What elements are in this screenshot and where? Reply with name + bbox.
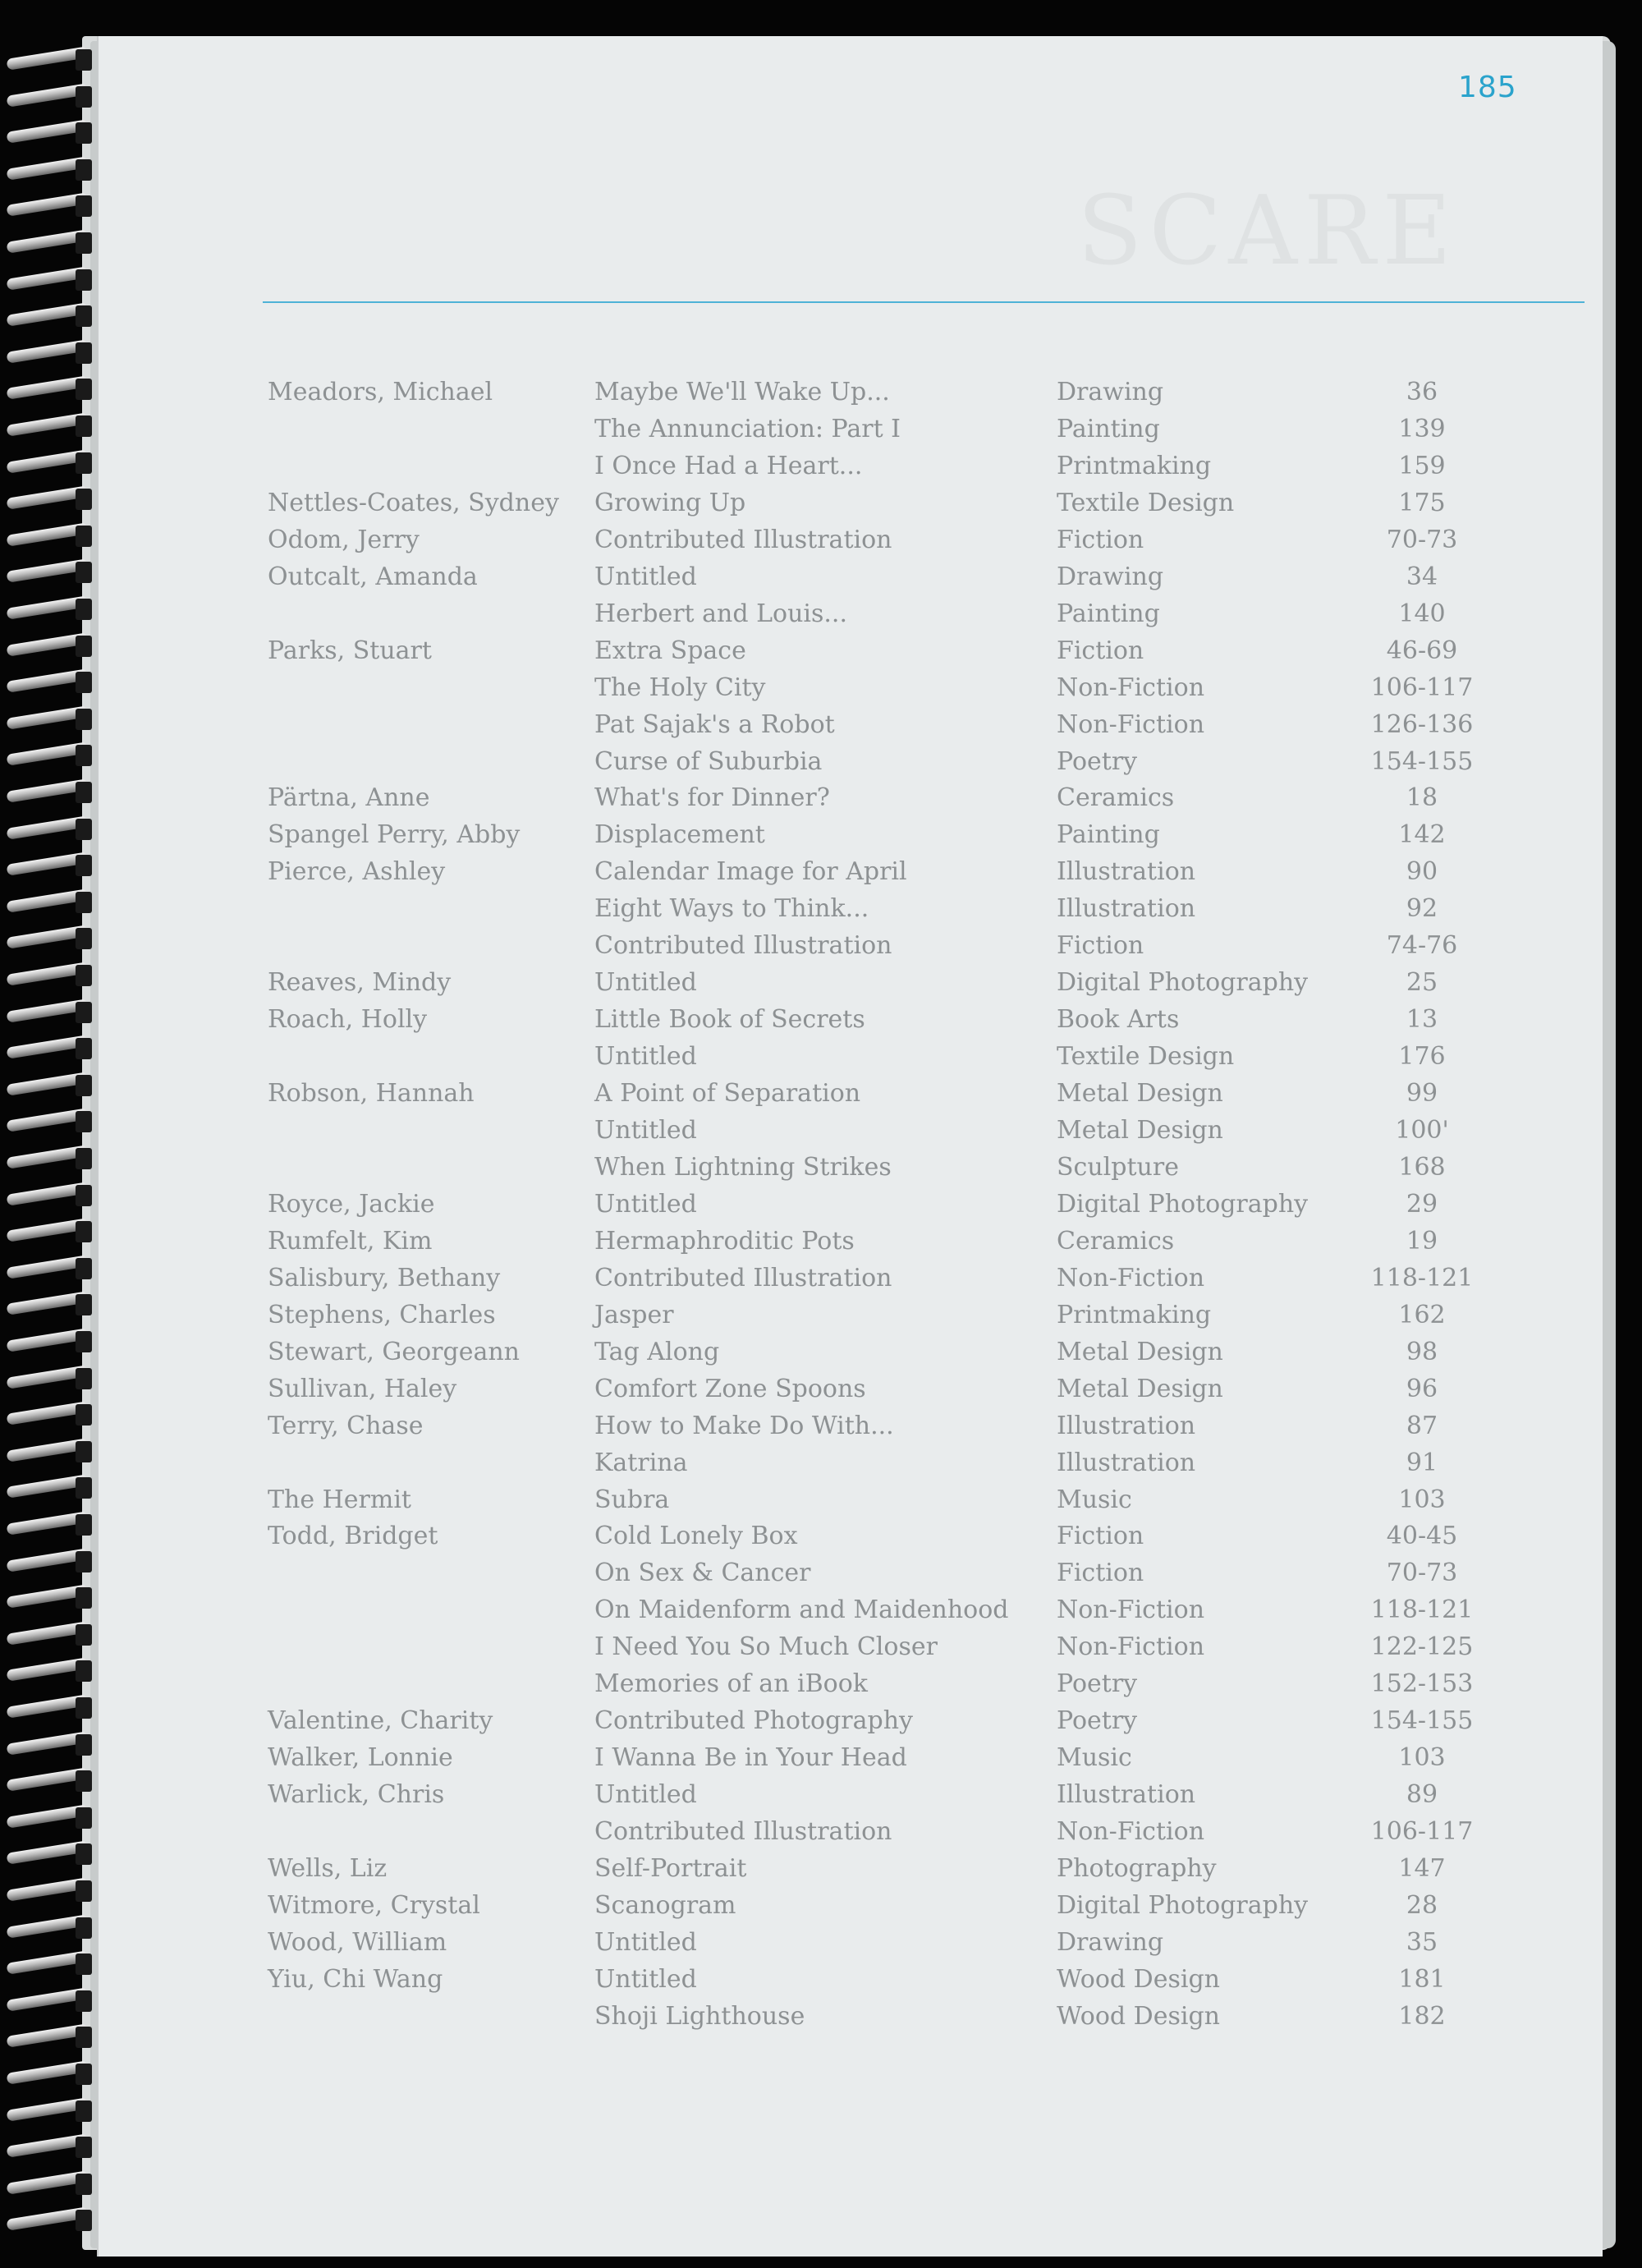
work-category: Wood Design: [1057, 1964, 1220, 1994]
punch-hole: [76, 2064, 92, 2085]
spiral-coil: [7, 2172, 92, 2197]
index-row: The Holy City Non-Fiction 106-117: [0, 670, 1601, 706]
work-category: Poetry: [1057, 1669, 1138, 1699]
work-category: Printmaking: [1057, 1300, 1212, 1329]
index-row: On Maidenform and Maidenhood Non-Fiction 118-121: [0, 1592, 1601, 1628]
work-category: Illustration: [1057, 1448, 1196, 1477]
work-category: Digital Photography: [1057, 968, 1309, 998]
punch-hole: [76, 2100, 92, 2122]
work-title: Jasper: [594, 1300, 674, 1329]
work-category: Metal Design: [1057, 1079, 1223, 1109]
contributor-name: Odom, Jerry: [268, 525, 420, 554]
work-category: Drawing: [1057, 1927, 1164, 1957]
index-row: Pat Sajak's a Robot Non-Fiction 126-136: [0, 707, 1601, 743]
work-category: Non-Fiction: [1057, 673, 1205, 702]
work-category: Fiction: [1057, 931, 1144, 961]
work-title: Comfort Zone Spoons: [594, 1374, 866, 1403]
contributor-name: Roach, Holly: [268, 1005, 428, 1035]
work-category: Non-Fiction: [1057, 709, 1205, 739]
index-row: Outcalt, Amanda Untitled Drawing 34: [0, 559, 1601, 595]
index-row: Witmore, Crystal Scanogram Digital Photography 28: [0, 1888, 1601, 1924]
work-category: Metal Design: [1057, 1116, 1223, 1145]
work-category: Non-Fiction: [1057, 1595, 1205, 1625]
work-title: How to Make Do With...: [594, 1411, 894, 1440]
work-title: Growing Up: [594, 488, 746, 517]
contributor-name: Pierce, Ashley: [268, 857, 446, 887]
index-row: Memories of an iBook Poetry 152-153: [0, 1666, 1601, 1702]
index-row: Reaves, Mindy Untitled Digital Photography 25: [0, 965, 1601, 1001]
spiral-coil: [7, 2135, 92, 2160]
index-row: I Need You So Much Closer Non-Fiction 122-125: [0, 1629, 1601, 1665]
work-category: Ceramics: [1057, 1226, 1175, 1256]
work-category: Wood Design: [1057, 2001, 1220, 2031]
work-title: Calendar Image for April: [594, 857, 907, 887]
punch-hole: [76, 49, 92, 71]
index-row: Yiu, Chi Wang Untitled Wood Design 181: [0, 1962, 1601, 1998]
work-title: Untitled: [594, 1189, 697, 1219]
contributor-name: Wood, William: [268, 1927, 447, 1957]
work-category: Textile Design: [1057, 488, 1235, 517]
work-category: Illustration: [1057, 894, 1196, 924]
contributor-name: Walker, Lonnie: [268, 1743, 453, 1773]
work-category: Fiction: [1057, 636, 1144, 665]
index-row: Sullivan, Haley Comfort Zone Spoons Metal Design 96: [0, 1371, 1601, 1407]
contributor-name: Sullivan, Haley: [268, 1374, 457, 1403]
work-category: Drawing: [1057, 562, 1164, 591]
spiral-coil: [7, 2208, 92, 2233]
work-category: Poetry: [1057, 746, 1138, 776]
contributor-name: Royce, Jackie: [268, 1189, 435, 1219]
spiral-coil: [7, 48, 92, 72]
work-title: The Annunciation: Part I: [594, 414, 901, 443]
index-row: I Once Had a Heart... Printmaking 159: [0, 448, 1601, 484]
punch-hole: [76, 2137, 92, 2158]
index-row: The Annunciation: Part I Painting 139: [0, 411, 1601, 448]
spiral-coil: [7, 2062, 92, 2087]
index-row: Royce, Jackie Untitled Digital Photography 29: [0, 1187, 1601, 1223]
work-title: Contributed Illustration: [594, 525, 892, 554]
work-title: A Point of Separation: [594, 1079, 861, 1109]
work-category: Drawing: [1057, 378, 1164, 406]
index-row: Shoji Lighthouse Wood Design 182: [0, 1999, 1601, 2035]
header-rule: [263, 301, 1585, 303]
punch-hole: [76, 2210, 92, 2231]
work-title: Untitled: [594, 1964, 697, 1994]
work-title: Hermaphroditic Pots: [594, 1226, 855, 1256]
punch-hole: [76, 305, 92, 327]
index-row: Eight Ways to Think... Illustration 92: [0, 891, 1601, 927]
work-category: Photography: [1057, 1854, 1217, 1883]
work-title: Memories of an iBook: [594, 1669, 868, 1699]
contributor-name: Robson, Hannah: [268, 1079, 475, 1109]
index-row: Spangel Perry, Abby Displacement Painting 142: [0, 817, 1601, 853]
index-row: Curse of Suburbia Poetry 154-155: [0, 744, 1601, 780]
contributor-name: Stephens, Charles: [268, 1300, 496, 1329]
index-row: Katrina Illustration 91: [0, 1445, 1601, 1481]
index-row: Meadors, Michael Maybe We'll Wake Up... Drawing 36: [0, 374, 1601, 411]
work-title: Cold Lonely Box: [594, 1522, 798, 1551]
punch-hole: [76, 195, 92, 217]
contributor-name: Spangel Perry, Abby: [268, 820, 521, 850]
index-row: Nettles-Coates, Sydney Growing Up Textile Design 175: [0, 485, 1601, 521]
work-title: Scanogram: [594, 1890, 736, 1920]
contributor-name: Nettles-Coates, Sydney: [268, 488, 559, 517]
contributor-name: Valentine, Charity: [268, 1706, 493, 1736]
punch-hole: [76, 159, 92, 181]
punch-hole: [76, 342, 92, 364]
index-row: Pierce, Ashley Calendar Image for April Illustration 90: [0, 854, 1601, 890]
work-title: Pat Sajak's a Robot: [594, 709, 835, 739]
index-row: Contributed Illustration Non-Fiction 106-117: [0, 1814, 1601, 1850]
index-row: Rumfelt, Kim Hermaphroditic Pots Ceramics 19: [0, 1224, 1601, 1260]
contributor-name: Parks, Stuart: [268, 636, 432, 665]
work-title: What's for Dinner?: [594, 783, 830, 813]
spiral-coil: [7, 121, 92, 145]
punch-hole: [76, 86, 92, 108]
work-category: Non-Fiction: [1057, 1263, 1205, 1292]
work-title: The Holy City: [594, 673, 766, 702]
work-category: Illustration: [1057, 857, 1196, 887]
work-title: Subra: [594, 1485, 670, 1514]
spiral-coil: [7, 158, 92, 182]
work-category: Ceramics: [1057, 783, 1175, 813]
work-category: Non-Fiction: [1057, 1817, 1205, 1847]
contributor-name: Outcalt, Amanda: [268, 562, 478, 591]
work-title: I Wanna Be in Your Head: [594, 1743, 907, 1773]
index-row: Wood, William Untitled Drawing 35: [0, 1925, 1601, 1961]
contributor-name: Salisbury, Bethany: [268, 1263, 501, 1292]
work-title: Untitled: [594, 1116, 697, 1145]
index-row: Herbert and Louis... Painting 140: [0, 596, 1601, 632]
work-title: Displacement: [594, 820, 765, 850]
contributor-name: Terry, Chase: [268, 1411, 424, 1440]
work-title: Self-Portrait: [594, 1854, 747, 1883]
work-category: Printmaking: [1057, 451, 1212, 480]
contributor-name: Witmore, Crystal: [268, 1890, 480, 1920]
index-row: Warlick, Chris Untitled Illustration 89: [0, 1777, 1601, 1813]
index-row: Walker, Lonnie I Wanna Be in Your Head Music 103: [0, 1740, 1601, 1776]
contributor-name: Yiu, Chi Wang: [268, 1964, 443, 1994]
punch-hole: [76, 232, 92, 254]
work-title: Contributed Photography: [594, 1706, 913, 1736]
spiral-coil: [7, 194, 92, 218]
index-row: Terry, Chase How to Make Do With... Illustration 87: [0, 1408, 1601, 1444]
work-title: Untitled: [594, 562, 697, 591]
work-title: I Once Had a Heart...: [594, 451, 863, 480]
spiral-coil: [7, 231, 92, 255]
index-row: When Lightning Strikes Sculpture 168: [0, 1150, 1601, 1186]
contributor-name: Reaves, Mindy: [268, 968, 452, 998]
work-category: Sculpture: [1057, 1152, 1179, 1182]
contributor-name: The Hermit: [268, 1485, 411, 1514]
index-row: On Sex & Cancer Fiction 70-73: [0, 1555, 1601, 1591]
work-category: Digital Photography: [1057, 1189, 1309, 1219]
contributor-name: Pärtna, Anne: [268, 783, 430, 813]
spiral-coil: [7, 85, 92, 109]
index-row: Salisbury, Bethany Contributed Illustration Non-Fiction 118-121: [0, 1260, 1601, 1297]
contributor-name: Todd, Bridget: [268, 1522, 438, 1551]
work-title: On Sex & Cancer: [594, 1559, 811, 1588]
index-row: The Hermit Subra Music 103: [0, 1482, 1601, 1518]
index-row: Odom, Jerry Contributed Illustration Fiction 70-73: [0, 522, 1601, 558]
index-row: Wells, Liz Self-Portrait Photography 147: [0, 1851, 1601, 1887]
work-title: Contributed Illustration: [594, 931, 892, 961]
work-title: Eight Ways to Think...: [594, 894, 869, 924]
work-title: Untitled: [594, 1042, 697, 1072]
work-category: Painting: [1057, 820, 1160, 850]
work-title: Untitled: [594, 1927, 697, 1957]
contributor-name: Meadors, Michael: [268, 378, 493, 406]
work-category: Painting: [1057, 599, 1160, 628]
work-category: Music: [1057, 1743, 1132, 1773]
spiral-coil: [7, 268, 92, 292]
work-title: Contributed Illustration: [594, 1263, 892, 1292]
spiral-coil: [7, 341, 92, 365]
work-category: Fiction: [1057, 1522, 1144, 1551]
work-title: Contributed Illustration: [594, 1817, 892, 1847]
contributor-name: Wells, Liz: [268, 1854, 388, 1883]
work-category: Digital Photography: [1057, 1890, 1309, 1920]
index-row: Valentine, Charity Contributed Photography Poetry 154-155: [0, 1703, 1601, 1739]
work-title: Tag Along: [594, 1337, 720, 1366]
work-title: Herbert and Louis...: [594, 599, 847, 628]
work-category: Metal Design: [1057, 1374, 1223, 1403]
work-category: Fiction: [1057, 525, 1144, 554]
work-title: Untitled: [594, 968, 697, 998]
work-title: Maybe We'll Wake Up...: [594, 378, 890, 406]
show-through-heading: SCARE: [1077, 176, 1459, 287]
work-category: Painting: [1057, 414, 1160, 443]
work-title: I Need You So Much Closer: [594, 1632, 938, 1662]
index-row: Pärtna, Anne What's for Dinner? Ceramics 18: [0, 780, 1601, 816]
work-category: Poetry: [1057, 1706, 1138, 1736]
contributor-name: Stewart, Georgeann: [268, 1337, 521, 1366]
work-category: Illustration: [1057, 1780, 1196, 1810]
punch-hole: [76, 2174, 92, 2195]
work-title: Extra Space: [594, 636, 746, 665]
work-title: When Lightning Strikes: [594, 1152, 892, 1182]
work-title: Curse of Suburbia: [594, 746, 823, 776]
index-row: Untitled Metal Design 100': [0, 1113, 1601, 1149]
work-category: Metal Design: [1057, 1337, 1223, 1366]
index-row: Roach, Holly Little Book of Secrets Book Arts 13: [0, 1002, 1601, 1038]
work-category: Illustration: [1057, 1411, 1196, 1440]
spiral-coil: [7, 2099, 92, 2123]
punch-hole: [76, 269, 92, 291]
work-category: Textile Design: [1057, 1042, 1235, 1072]
work-category: Music: [1057, 1485, 1132, 1514]
index-row: Untitled Textile Design 176: [0, 1039, 1601, 1075]
work-category: Non-Fiction: [1057, 1632, 1205, 1662]
work-category: Fiction: [1057, 1559, 1144, 1588]
work-title: Katrina: [594, 1448, 688, 1477]
work-category: Book Arts: [1057, 1005, 1180, 1035]
work-title: On Maidenform and Maidenhood: [594, 1595, 1009, 1625]
work-title: Shoji Lighthouse: [594, 2001, 805, 2031]
punch-hole: [76, 122, 92, 144]
contributor-name: Warlick, Chris: [268, 1780, 445, 1810]
index-row: Parks, Stuart Extra Space Fiction 46-69: [0, 633, 1601, 669]
index-row: Stewart, Georgeann Tag Along Metal Design 98: [0, 1334, 1601, 1370]
index-row: Stephens, Charles Jasper Printmaking 162: [0, 1297, 1601, 1334]
index-row: Robson, Hannah A Point of Separation Metal Design 99: [0, 1076, 1601, 1112]
index-row: Contributed Illustration Fiction 74-76: [0, 928, 1601, 964]
spiral-coil: [7, 304, 92, 328]
contributor-name: Rumfelt, Kim: [268, 1226, 433, 1256]
page-number: 185: [1458, 71, 1517, 104]
work-title: Untitled: [594, 1780, 697, 1810]
index-row: Todd, Bridget Cold Lonely Box Fiction 40-45: [0, 1518, 1601, 1554]
work-title: Little Book of Secrets: [594, 1005, 865, 1035]
